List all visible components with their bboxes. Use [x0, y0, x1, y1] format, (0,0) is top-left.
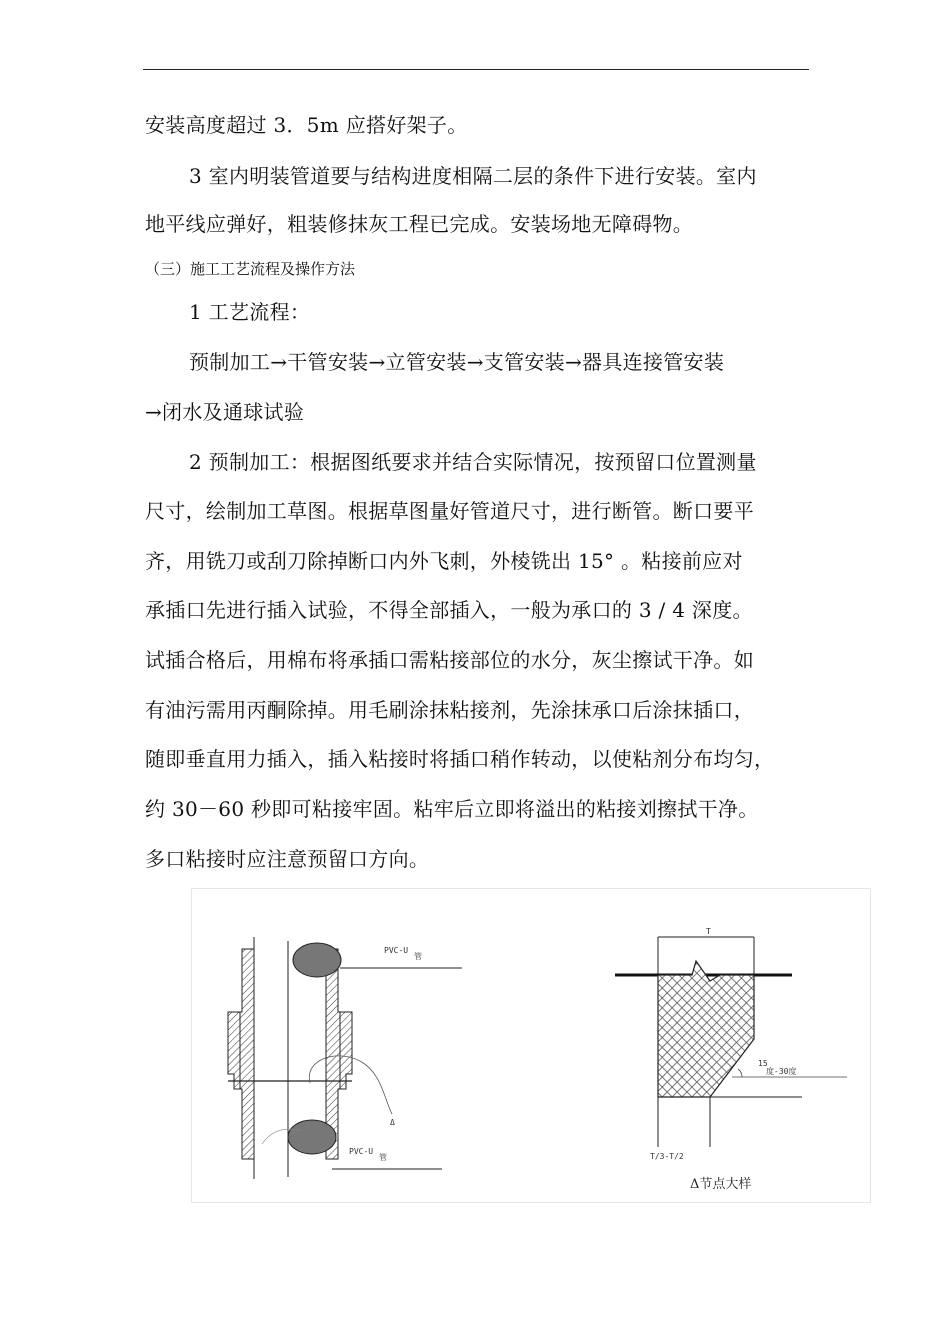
- angle-text: 度-30度: [766, 1067, 797, 1076]
- paragraph-line: →闭水及通球试验: [145, 400, 305, 424]
- pvc-label-bottom: PVC-U: [349, 1147, 374, 1156]
- paragraph-line: 尺寸，绘制加工草图。根据草图量好管道尺寸，进行断管。断口要平: [145, 499, 754, 523]
- pvc-sub-bottom: 管: [379, 1153, 387, 1162]
- pvc-label-top: PVC-U: [384, 946, 409, 955]
- paragraph-line: 齐，用铣刀或刮刀除掉断口内外飞刺，外棱铣出 15° 。粘接前应对: [145, 549, 743, 573]
- paragraph-line: 承插口先进行插入试验，不得全部插入，一般为承口的 3 / 4 深度。: [145, 598, 753, 622]
- paragraph-line: 预制加工→干管安装→立管安装→支管安装→器具连接管安装: [189, 350, 725, 374]
- header-rule: [143, 69, 809, 70]
- paragraph-line: 地平线应弹好，粗装修抹灰工程已完成。安装场地无障碍物。: [145, 212, 694, 236]
- paragraph-line: 多口粘接时应注意预留口方向。: [145, 847, 430, 871]
- paragraph-line: 安装高度超过 3．5m 应搭好架子。: [145, 113, 468, 137]
- dim-bottom: T/3-T/2: [650, 1152, 684, 1161]
- detail-marker: Δ: [390, 1118, 395, 1127]
- section-heading: （三）施工工艺流程及操作方法: [145, 260, 356, 278]
- detail-caption: Δ节点大样: [690, 1177, 752, 1192]
- paragraph-line: 2 预制加工：根据图纸要求并结合实际情况，按预留口位置测量: [189, 450, 757, 474]
- paragraph-line: 约 30－60 秒即可粘接牢固。粘牢后立即将溢出的粘接刘擦拭干净。: [145, 797, 759, 821]
- pvc-sub-top: 管: [414, 952, 422, 961]
- paragraph-line: 1 工艺流程：: [189, 300, 311, 324]
- paragraph-line: 有油污需用丙酮除掉。用毛刷涂抹粘接剂，先涂抹承口后涂抹插口，: [145, 698, 754, 722]
- paragraph-line: 试插合格后，用棉布将承插口需粘接部位的水分，灰尘擦试干净。如: [145, 648, 754, 672]
- paragraph-line: 随即垂直用力插入，插入粘接时将插口稍作转动，以使粘剂分布均匀，: [145, 747, 775, 771]
- socket-joint-drawing: [228, 937, 462, 1179]
- dim-top: T: [706, 927, 711, 936]
- paragraph-line: 3 室内明装管道要与结构进度相隔二层的条件下进行安装。室内: [189, 164, 757, 188]
- node-detail-drawing: [615, 927, 847, 1192]
- angle-num: 15: [758, 1059, 768, 1068]
- pipe-joint-figure: [191, 888, 871, 1203]
